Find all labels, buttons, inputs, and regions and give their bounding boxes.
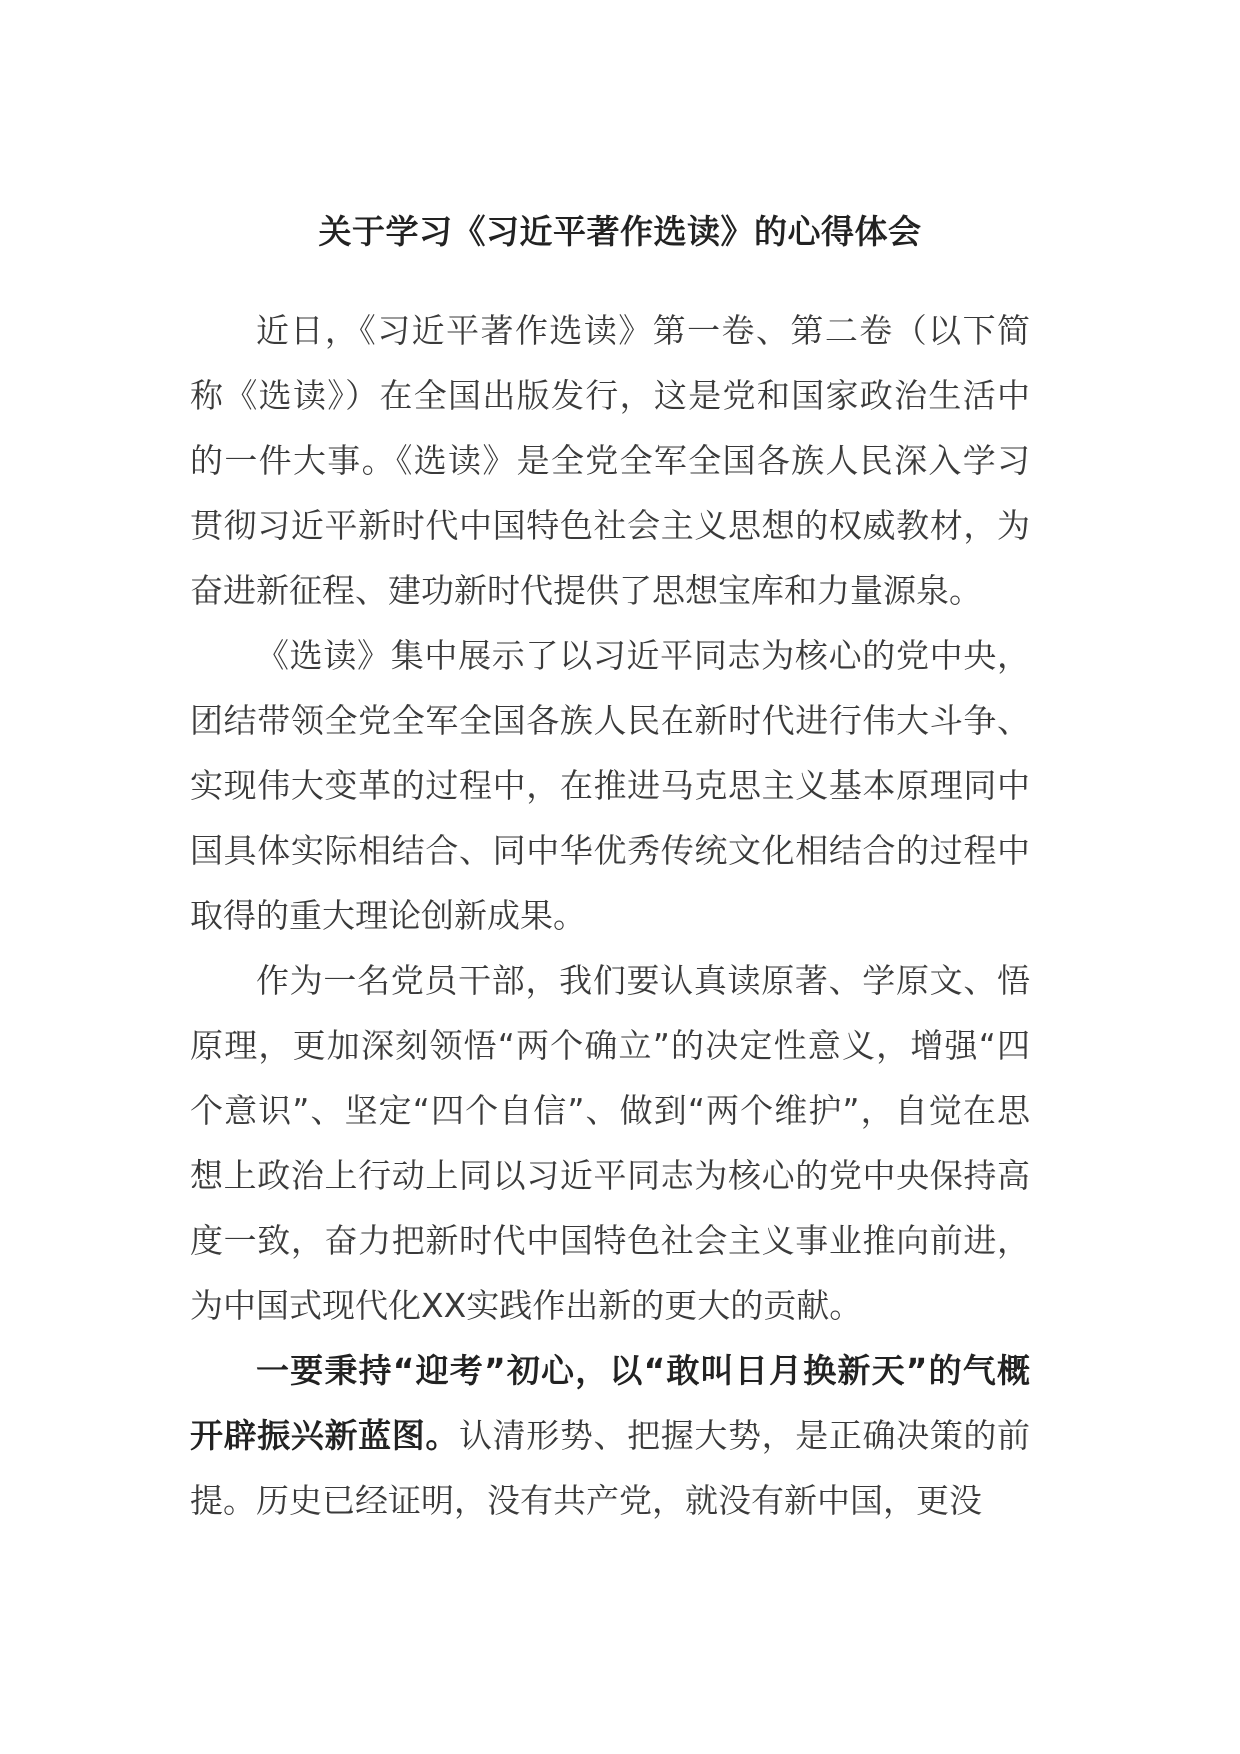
paragraph-2: 《选读》集中展示了以习近平同志为核心的党中央，团结带领全党全军全国各族人民在新时代进行伟大斗争、实现伟大变革的过程中，在推进马克思主义基本原理同中国具体实际相结合、同中华优秀传统文化相结合的过程中取得的重大理论创新成果。 (190, 636, 1030, 935)
paragraph-4-text: 认清形势、把握大势，是正确决策的前提。历史已经证明，没有共产党，就没有新中国，更没 (190, 1416, 1030, 1520)
paragraph-3: 作为一名党员干部，我们要认真读原著、学原文、悟原理，更加深刻领悟“两个确立”的决定性意义，增强“四个意识”、坚定“四个自信”、做到“两个维护”，自觉在思想上政治上行动上同以习近平同志为核心的党中央保持高度一致，奋力把新时代中国特色社会主义事业推向前进，为中国式现代化XX实践作出新的更大的贡献。 (190, 961, 1030, 1325)
paragraph-4 (190, 1338, 1030, 1533)
document-title: 关于学习《习近平著作选读》的心得体会 (318, 212, 922, 251)
paragraph-1: 近日，《习近平著作选读》第一卷、第二卷（以下简称《选读》）在全国出版发行，这是党和国家政治生活中的一件大事。《选读》是全党全军全国各族人民深入学习贯彻习近平新时代中国特色社会主义思想的权威教材，为奋进新征程、建功新时代提供了思想宝库和力量源泉。 (190, 311, 1030, 610)
paragraph-4-lead: 一要秉持“迎考”初心，以“敢叫日月换新天”的气概开辟振兴新蓝图。 (190, 1351, 1030, 1455)
document-body (190, 298, 1030, 1533)
